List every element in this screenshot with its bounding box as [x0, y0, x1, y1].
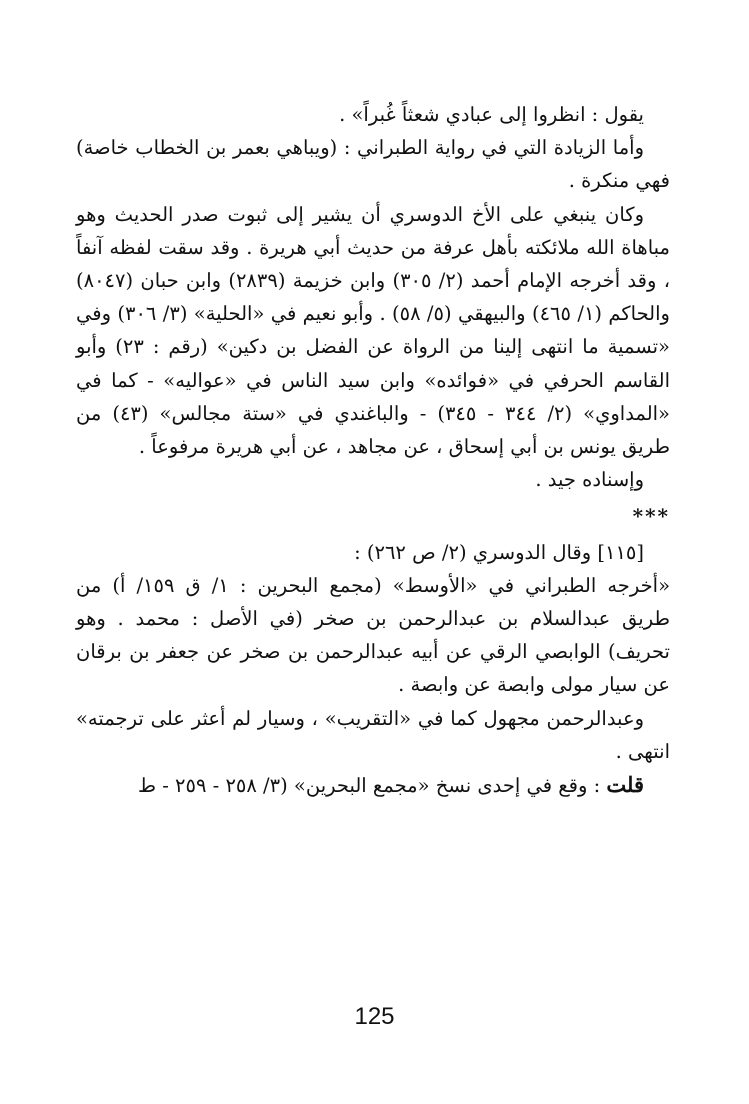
- page-number: 125: [354, 1003, 395, 1030]
- quote-paragraph: وعبدالرحمن مجهول كما في «التقريب» ، وسيار لم أعثر على ترجمته» انتهى .: [76, 706, 670, 763]
- final-paragraph: [76, 768, 670, 802]
- page-body: [76, 98, 670, 802]
- paragraph: وكان ينبغي على الأخ الدوسري أن يشير إلى ثبوت صدر الحديث وهو مباهاة الله ملائكته بأهل عرفة من حديث أبي هريرة . وقد سقت لفظه آنفاً ، وقد أخرجه الإمام أحمد (٢/ ٣٠٥) وابن خزيمة (٢٨٣٩) وابن حبان (٨٠٤٧) والحاكم (١/ ٤٦٥) والبيهقي (٥/ ٥٨) . وأبو نعيم في «الحلية» (٣/ ٣٠٦) وفي «تسمية ما انتهى إلينا من الرواة عن الفضل بن دكين» (رقم : ٢٣) وأبو القاسم الحرفي في «فوائده» وابن سيد الناس في «عواليه» - كما في «المداوي» (٢/ ٣٤٤ - ٣٤٥) - والباغندي في «ستة مجالس» (٤٣) من طريق يونس بن أبي إسحاق ، عن مجاهد ، عن أبي هريرة مرفوعاً .: [76, 202, 670, 459]
- quote-paragraph: «أخرجه الطبراني في «الأوسط» (مجمع البحرين : ١/ ق ١٥٩/ أ) من طريق عبدالسلام بن عبدالرحمن بن صخر (في الأصل : محمد . وهو تحريف) الوابصي الرقي عن أبيه عبدالرحمن بن صخر عن جعفر بن برقان عن سيار مولى وابصة عن وابصة .: [76, 573, 670, 697]
- section-separator: ***: [632, 504, 670, 529]
- paragraph: وإسناده جيد .: [535, 468, 644, 492]
- final-paragraph-text: : وقع في إحدى نسخ «مجمع البحرين» (٣/ ٢٥٨ - ٢٥٩ - ط: [137, 774, 607, 798]
- section-heading: [١١٥] وقال الدوسري (٢/ ص ٢٦٢) :: [354, 540, 644, 564]
- qultu-label: قلت: [606, 772, 644, 798]
- paragraph: وأما الزيادة التي في رواية الطبراني : (ويباهي بعمر بن الخطاب خاصة) فهي منكرة .: [76, 136, 670, 193]
- paragraph: يقول : انظروا إلى عبادي شعثاً غُبراً» .: [339, 103, 644, 126]
